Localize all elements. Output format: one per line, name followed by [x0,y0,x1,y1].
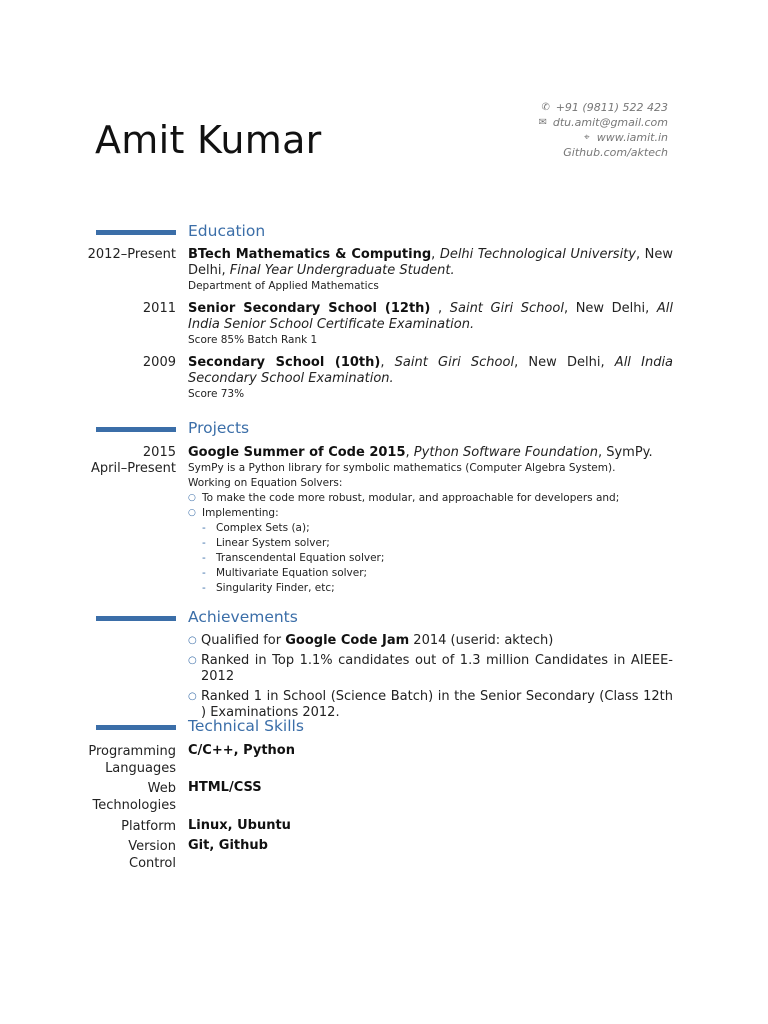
achievements-body [188,633,673,725]
entry-body: Secondary School (10th), Saint Giri School, New Delhi, All India Secondary School Examination. Score 73% [188,355,674,400]
entry-location: New Delhi, [575,301,650,316]
dash-icon: - [202,567,206,579]
entry-description: All India Senior School Certificate Examination. [188,301,674,332]
achievement-text: Ranked 1 in School (Science Batch) in the Senior Secondary (Class 12th ) Examinations 2012. [201,689,673,720]
circle-bullet-icon: ○ [188,508,196,518]
subitem-text: Singularity Finder, etc; [216,582,335,594]
list-item [188,491,673,506]
github-row[interactable] [537,145,668,160]
list-item [188,633,673,649]
skill-label-line: Languages [105,761,176,776]
dash-icon: - [202,537,206,549]
bullet-text: To make the code more robust, modular, and approachable for developers and; [202,492,620,504]
project-sympy: SymPy. [606,445,653,460]
project-desc2: Working on Equation Solvers: [188,477,343,489]
section-title: Technical Skills [188,717,304,735]
entry-date: 2011 [142,301,176,316]
skill-label-line: Web [147,781,176,796]
dash-icon: - [202,552,206,564]
mouse-icon: ⌖ [583,132,590,143]
skill-label [121,818,176,835]
achievement-bold: Google Code Jam [285,633,410,648]
circle-bullet-icon: ○ [188,655,197,666]
website-link[interactable]: www.iamit.in [596,131,668,144]
entry-institution: Saint Giri School [449,301,564,316]
skill-label-line: Programming [88,744,176,759]
entry-degree: BTech Mathematics & Computing [188,247,432,262]
entry-description: All India Secondary School Examination. [188,355,674,386]
dash-icon: - [202,522,206,534]
section-title: Achievements [188,608,298,626]
section-title: Projects [188,419,250,437]
list-item [188,536,673,551]
entry-note: Score 73% [188,388,245,400]
entry-institution: Delhi Technological University [439,247,636,262]
circle-bullet-icon: ○ [188,635,197,646]
project-subitems [188,521,673,596]
skill-label-line: Control [129,856,176,871]
circle-bullet-icon: ○ [188,493,196,503]
project-org: Python Software Foundation [413,445,598,460]
entry-location: New Delhi, [188,247,673,278]
entry-date: 2012–Present [87,247,176,262]
email-row[interactable] [537,115,668,130]
entry-body: Senior Secondary School (12th) , Saint Giri School, New Delhi, All India Senior School Certificate Examination. Score 85% Batch Rank 1 [188,301,674,346]
list-item [188,506,673,521]
envelope-icon: ✉ [538,117,548,128]
skill-value: Git, Github [188,838,268,853]
skill-label-line: Version [128,839,176,854]
achievement-text: Ranked in Top 1.1% candidates out of 1.3 million Candidates in AIEEE-2012 [201,653,673,684]
phone-text: +91 (9811) 522 423 [555,101,668,114]
list-item [188,566,673,581]
project-name: Google Summer of Code 2015 [188,445,406,460]
section-rule [96,230,176,235]
project-desc: SymPy is a Python library for symbolic mathematics (Computer Algebra System). [188,462,616,474]
skill-label-line: Platform [121,819,176,834]
subitem-text: Transcendental Equation solver; [216,552,385,564]
subitem-text: Multivariate Equation solver; [216,567,368,579]
project-date [91,445,176,477]
phone-icon: ✆ [541,102,550,113]
list-item [188,581,673,596]
skill-value: Linux, Ubuntu [188,818,291,833]
skill-value: C/C++, Python [188,743,295,758]
dash-icon: - [202,582,206,594]
entry-date: 2009 [142,355,176,370]
entry-description: Final Year Undergraduate Student. [229,263,455,278]
list-item [188,521,673,536]
subitem-text: Complex Sets (a); [216,522,310,534]
skill-label [92,780,176,814]
list-item [188,551,673,566]
section-title: Education [188,222,266,240]
achievements-list [188,633,673,721]
skill-label [128,838,176,872]
subitem-text: Linear System solver; [216,537,330,549]
entry-location: New Delhi, [528,355,605,370]
skill-label-line: Technologies [92,798,176,813]
contact-block [537,100,668,160]
entry-institution: Saint Giri School [394,355,515,370]
entry-degree: Secondary School (10th) [188,355,381,370]
entry-degree: Senior Secondary School (12th) [188,301,431,316]
name-heading: Amit Kumar [95,118,322,162]
phone-row [537,100,668,115]
github-link[interactable]: Github.com/aktech [563,146,668,159]
section-rule [96,616,176,621]
project-period: April–Present [91,461,176,476]
skill-value: HTML/CSS [188,780,262,795]
entry-note: Department of Applied Mathematics [188,280,379,292]
circle-bullet-icon: ○ [188,691,197,702]
list-item [188,653,673,685]
project-body: Google Summer of Code 2015, Python Software Foundation, SymPy. SymPy is a Python library for symbolic mathematics (Computer Algebra System). Working on Equation Solvers: ○ To make the code more robust, modular, and approachable for developers and; ○ Implementing: - Complex Sets (a); - Linear System solver; - Transcendental Equation solver; - Multivariate Equation solver; - Singularity Finder, etc; [188,445,673,596]
bullet-text: Implementing: [202,507,279,519]
section-rule [96,725,176,730]
entry-body: BTech Mathematics & Computing, Delhi Technological University, New Delhi, Final Year Undergraduate Student. Department of Applied Mathematics [188,247,673,292]
skill-label [88,743,176,777]
achievement-text: Qualified for [201,633,286,648]
section-rule [96,427,176,432]
project-year: 2015 [142,445,176,460]
website-row[interactable] [537,130,668,145]
achievement-text: 2014 (userid: aktech) [409,633,554,648]
project-bullets [188,491,673,521]
entry-note: Score 85% Batch Rank 1 [188,334,318,346]
email-link[interactable]: dtu.amit@gmail.com [552,116,668,129]
